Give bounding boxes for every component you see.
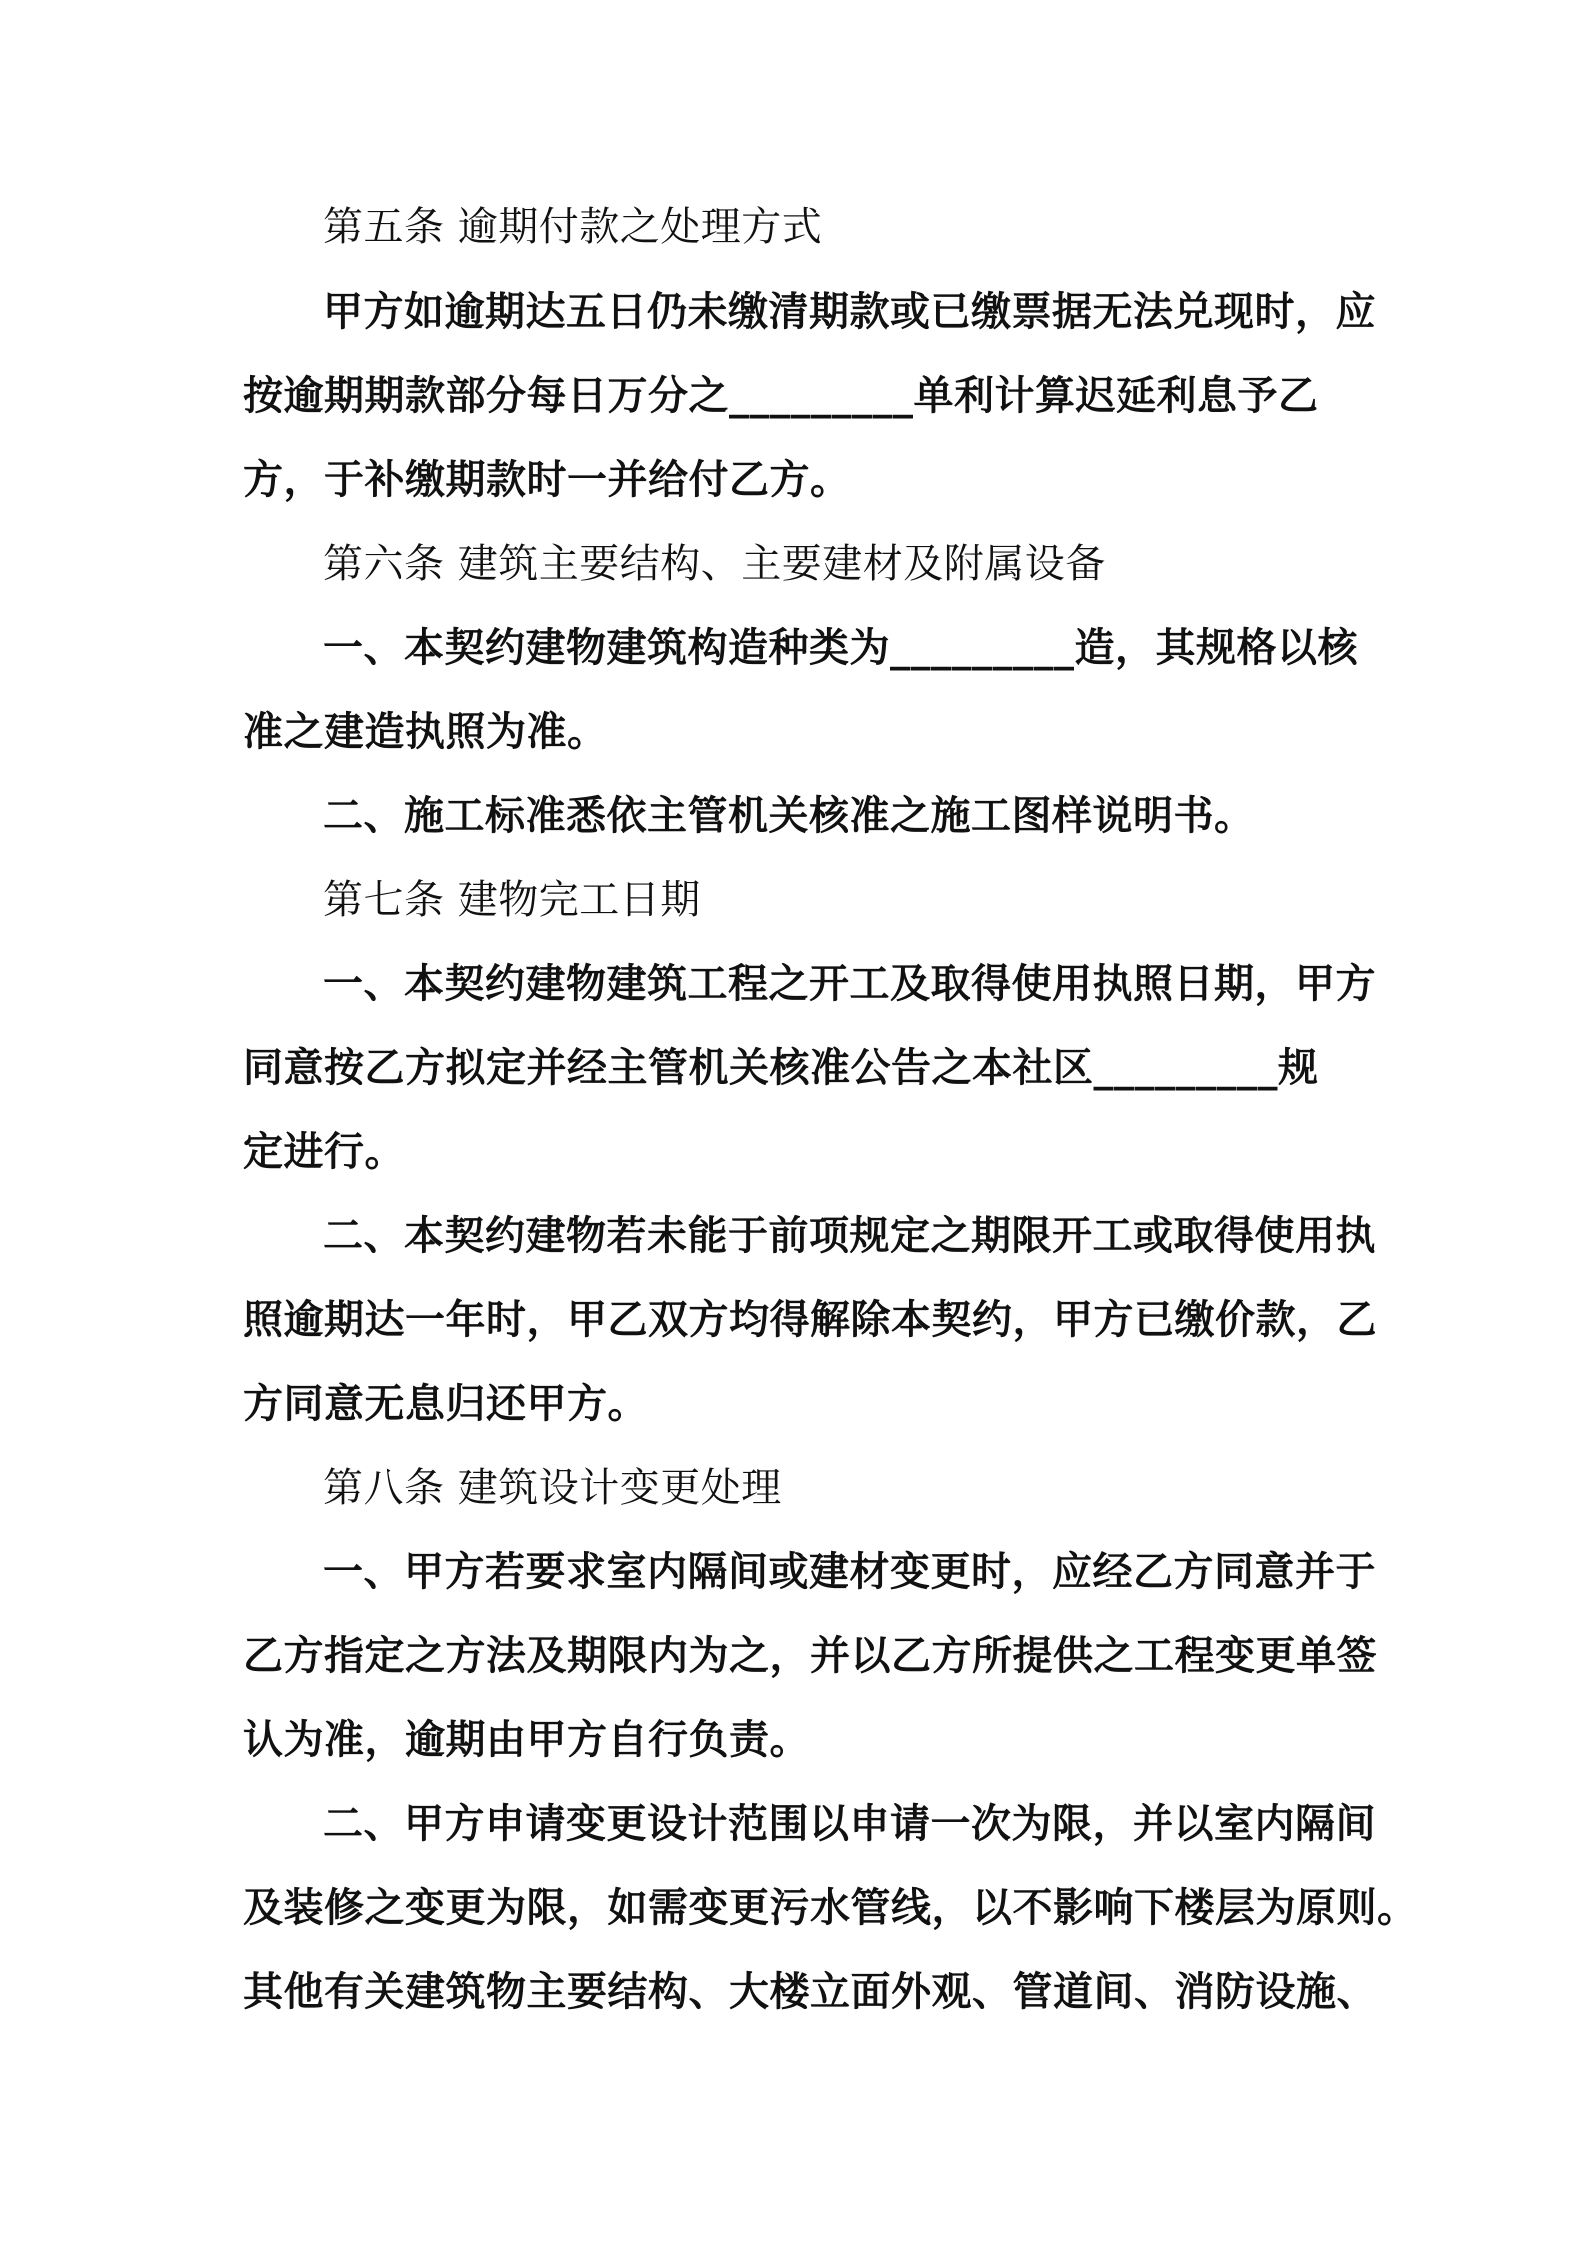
article-8-item-2-line: 其他有关建筑物主要结构、大楼立面外观、管道间、消防设施、	[243, 1969, 1377, 2015]
article-8-item-1-line: 一、甲方若要求室内隔间或建材变更时，应经乙方同意并于	[323, 1549, 1376, 1595]
article-6-item-1-line: 一、本契约建物建筑构造种类为_________造，其规格以核	[323, 625, 1358, 671]
article-7-item-1-line: 一、本契约建物建筑工程之开工及取得使用执照日期，甲方	[323, 961, 1376, 1007]
article-5-paragraph-line: 按逾期期款部分每日万分之_________单利计算迟延利息予乙	[243, 373, 1319, 419]
article-8-item-1-line: 乙方指定之方法及期限内为之，并以乙方所提供之工程变更单签	[243, 1633, 1377, 1679]
article-6-item-1-line: 准之建造执照为准。	[243, 709, 608, 755]
article-5-heading: 第五条 逾期付款之处理方式	[323, 204, 823, 250]
article-7-item-1-line: 定进行。	[243, 1129, 405, 1175]
article-5-paragraph-line: 方，于补缴期款时一并给付乙方。	[243, 457, 851, 503]
article-5-paragraph-line: 甲方如逾期达五日仍未缴清期款或已缴票据无法兑现时，应	[323, 289, 1376, 335]
article-7-item-2-line: 二、本契约建物若未能于前项规定之期限开工或取得使用执	[323, 1213, 1376, 1259]
article-8-heading: 第八条 建筑设计变更处理	[323, 1465, 782, 1511]
article-8-item-2-line: 二、甲方申请变更设计范围以申请一次为限，并以室内隔间	[323, 1801, 1376, 1847]
article-7-item-1-line: 同意按乙方拟定并经主管机关核准公告之本社区_________规	[243, 1045, 1319, 1091]
article-6-item-2-line: 二、施工标准悉依主管机关核准之施工图样说明书。	[323, 793, 1255, 839]
article-7-item-2-line: 方同意无息归还甲方。	[243, 1381, 648, 1427]
article-8-item-1-line: 认为准，逾期由甲方自行负责。	[243, 1717, 810, 1763]
article-6-heading: 第六条 建筑主要结构、主要建材及附属设备	[323, 541, 1106, 587]
article-7-heading: 第七条 建物完工日期	[323, 877, 701, 923]
article-8-item-2-line: 及装修之变更为限，如需变更污水管线，以不影响下楼层为原则。	[243, 1885, 1418, 1931]
article-7-item-2-line: 照逾期达一年时，甲乙双方均得解除本契约，甲方已缴价款，乙	[243, 1297, 1377, 1343]
